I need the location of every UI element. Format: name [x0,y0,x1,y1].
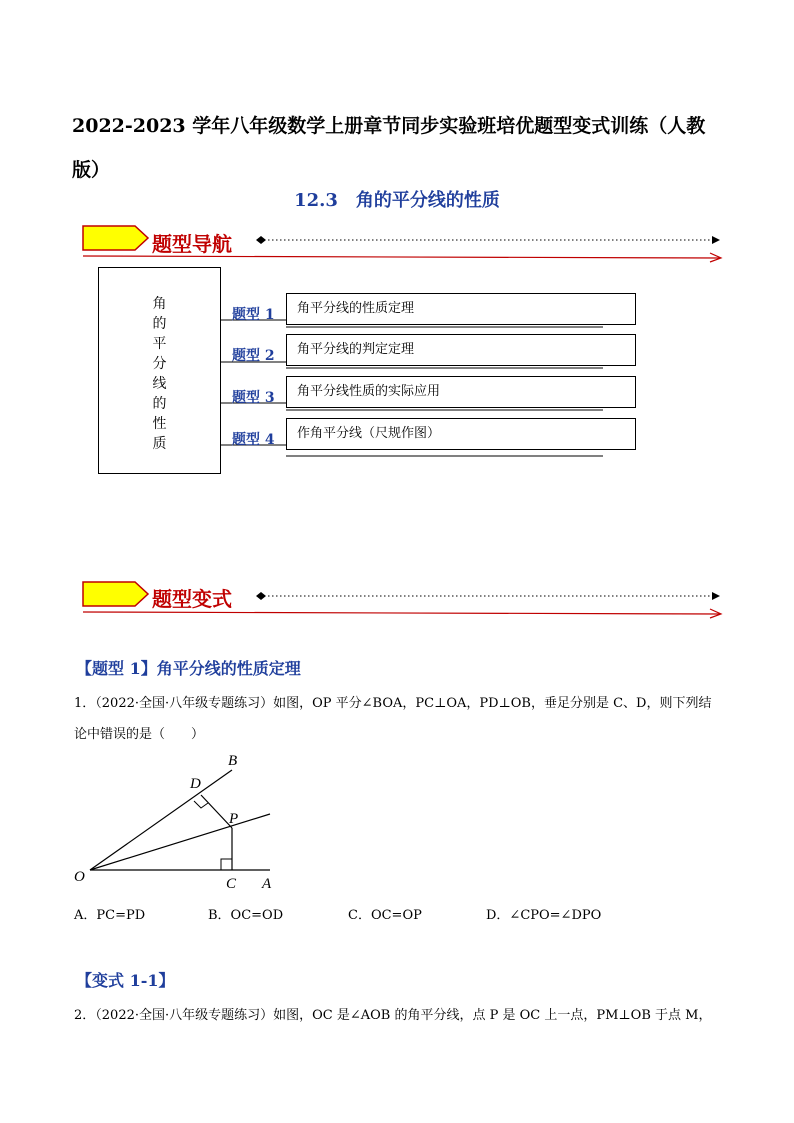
document-title: 2022-2023 学年八年级数学上册章节同步实验班培优题型变式训练（人教版） [72,115,706,181]
question-number: 1． [74,696,96,711]
question-text-line1: （2022·全国·八年级专题练习）如图，OP 平分∠BOA，PC⊥OA，PD⊥OB，垂足分别是 C、D，则下列结 [95,696,712,711]
segment-PD [201,795,232,828]
geometry-figure [70,750,290,895]
question-1 [74,688,734,750]
topic-item-3[interactable]: 角平分线性质的实际应用 [286,376,636,408]
label-O: O [74,869,85,885]
topic-char: 线 [152,376,167,392]
option-B[interactable]: B．OC=OD [208,908,284,923]
nav-title: 题型导航 [152,232,232,256]
topic-item-1[interactable]: 角平分线的性质定理 [286,293,636,325]
topic-box [98,267,221,474]
ray-OB [90,770,232,870]
right-angle-C-icon [221,859,232,870]
topic-char: 的 [152,316,167,332]
topic-item-2[interactable]: 角平分线的判定定理 [286,334,636,366]
topic-char: 平 [152,336,167,352]
dotted-arrow-head-icon [712,592,720,600]
topic-char: 质 [152,436,167,452]
variant-heading-1-1: 【变式 1-1】 [76,971,175,990]
question-text-line1: （2022·全国·八年级专题练习）如图，OC 是∠AOB 的角平分线，点 P 是 OC 上一点，PM⊥OB 于点 M， [95,1008,712,1023]
question-2 [74,1000,734,1031]
label-D: D [190,776,201,792]
section-title: 12.3 角的平分线的性质 [294,190,500,211]
banner-arrow-icon [83,226,148,250]
label-P: P [229,811,239,827]
right-angle-D-icon [194,801,208,808]
question-number: 2． [74,1008,96,1023]
diamond-icon [256,592,266,600]
variants-title: 题型变式 [152,587,232,611]
topic-char: 角 [152,296,167,312]
label-C: C [226,876,237,892]
topic-label-1: 题型 1 [232,307,275,323]
label-B: B [228,753,238,769]
topic-label-2: 题型 2 [232,348,275,364]
topic-char: 分 [152,356,167,372]
dotted-arrow-head-icon [712,236,720,244]
topic-item-4[interactable]: 作角平分线（尺规作图） [286,418,636,450]
topic-label-3: 题型 3 [232,390,275,406]
label-A: A [262,876,272,892]
topic-char: 的 [152,396,167,412]
option-A[interactable]: A．PC=PD [74,908,146,923]
section-heading-1: 【题型 1】角平分线的性质定理 [76,659,301,678]
banner-arrow-icon [83,582,148,606]
option-C[interactable]: C．OC=OP [348,908,422,923]
question-text-line2: 论中错误的是（ ） [74,727,205,742]
topic-label-4: 题型 4 [232,432,275,448]
ray-OP [90,814,270,870]
option-D[interactable]: D．∠CPO=∠DPO [486,908,602,923]
topic-char: 性 [152,416,167,432]
diamond-icon [256,236,266,244]
